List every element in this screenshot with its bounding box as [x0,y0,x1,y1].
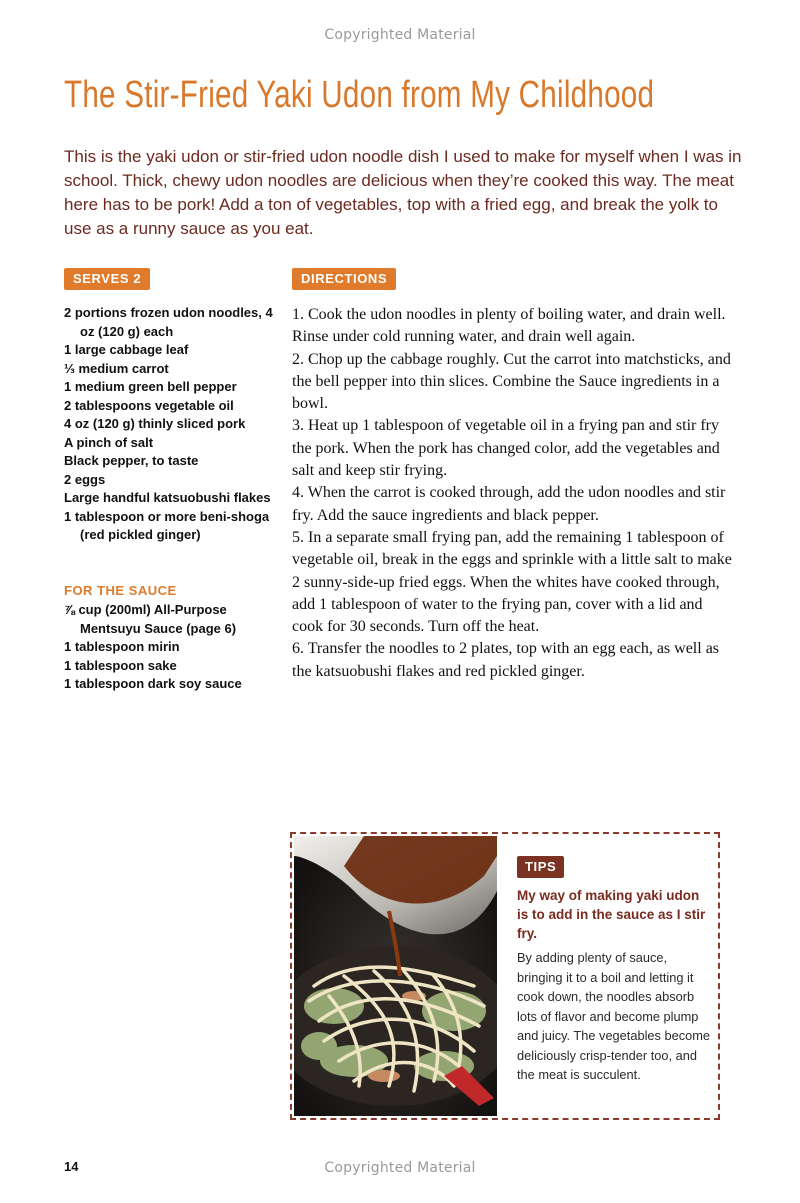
copyright-header: Copyrighted Material [324,27,476,43]
tips-body: By adding plenty of sauce, bringing it to a boil and letting it cook down, the noodles absorb lots of flavor and become plump and juicy. The vegetables become deliciously crisp-tender too, and the meat is succulent. [517,950,711,1082]
direction-step: 4. When the carrot is cooked through, add the udon noodles and stir fry. Add the sauce ingredients and black pepper. [292,484,726,524]
direction-step: 3. Heat up 1 tablespoon of vegetable oil in a frying pan and stir fry the pork. When the pork has changed color, add the vegetables and salt and keep stir frying. [292,417,720,480]
ingredient-item: A pinch of salt [64,434,154,450]
page-number: 14 [64,1159,79,1174]
direction-step: 6. Transfer the noodles to 2 plates, top with an egg each, as well as the katsuobushi flakes and red pickled ginger. [292,640,720,680]
sauce-ingredient-item: ⅞ cup (200ml) All-Purpose Mentsuyu Sauce (page 6) [64,602,237,636]
ingredient-item: 1 tablespoon or more beni-shoga (red pickled ginger) [64,508,270,542]
ingredient-item: Black pepper, to taste [64,453,199,468]
direction-step: 2. Chop up the cabbage roughly. Cut the carrot into matchsticks, and the bell pepper into thin slices. Combine the Sauce ingredients in a bowl. [292,350,731,413]
tips-lead: My way of making yaki udon is to add in the sauce as I stir fry. [517,888,706,941]
recipe-title: The Stir-Fried Yaki Udon from My Childhood [64,74,655,116]
sauce-ingredient-item: 1 tablespoon mirin [64,639,180,654]
udon-pan-illustration [294,836,497,1116]
direction-step: 5. In a separate small frying pan, add the remaining 1 tablespoon of vegetable oil, break in the eggs and sprinkle with a little salt to make 2 sunny-side-up fried eggs. When the whites have cooked through, add 1 tablespoon of water to the frying pan, cover with a lid and cook for 30 seconds. Turn off the heat. [292,528,732,636]
ingredient-item: 1 medium green bell pepper [64,379,237,394]
ingredient-item: 2 portions frozen udon noodles, 4 oz (120 g) each [64,305,273,339]
tips-badge: TIPS [517,856,564,878]
sauce-heading: FOR THE SAUCE [64,583,177,598]
ingredient-item: Large handful katsuobushi flakes [64,490,271,505]
direction-step: 1. Cook the udon noodles in plenty of boiling water, and drain well. Rinse under cold running water, and drain well again. [292,306,726,346]
sauce-ingredient-item: 1 tablespoon sake [64,657,177,673]
directions-badge: DIRECTIONS [292,268,396,290]
sauce-ingredient-list [64,601,279,694]
recipe-intro: This is the yaki udon or stir-fried udon noodle dish I used to make for myself when I was in school. Thick, chewy udon noodles are delicious when they’re cooked this way. The meat here has to be pork! Add a ton of vegetables, top with a fried egg, and break the yolk to use as a runny sauce as you eat. [64,147,742,238]
tips-box [290,832,720,1120]
copyright-footer: Copyrighted Material [324,1160,476,1176]
direction-steps [292,304,732,683]
ingredient-item: 1 large cabbage leaf [64,342,189,357]
ingredient-list [64,304,279,545]
ingredient-item: ⅓ medium carrot [64,360,169,376]
stir-fry-photo [294,836,497,1116]
serves-badge: SERVES 2 [64,268,150,290]
ingredient-item: 4 oz (120 g) thinly sliced pork [64,416,246,431]
ingredient-item: 2 eggs [64,471,106,487]
ingredient-item: 2 tablespoons vegetable oil [64,397,234,413]
sauce-ingredient-item: 1 tablespoon dark soy sauce [64,676,242,691]
